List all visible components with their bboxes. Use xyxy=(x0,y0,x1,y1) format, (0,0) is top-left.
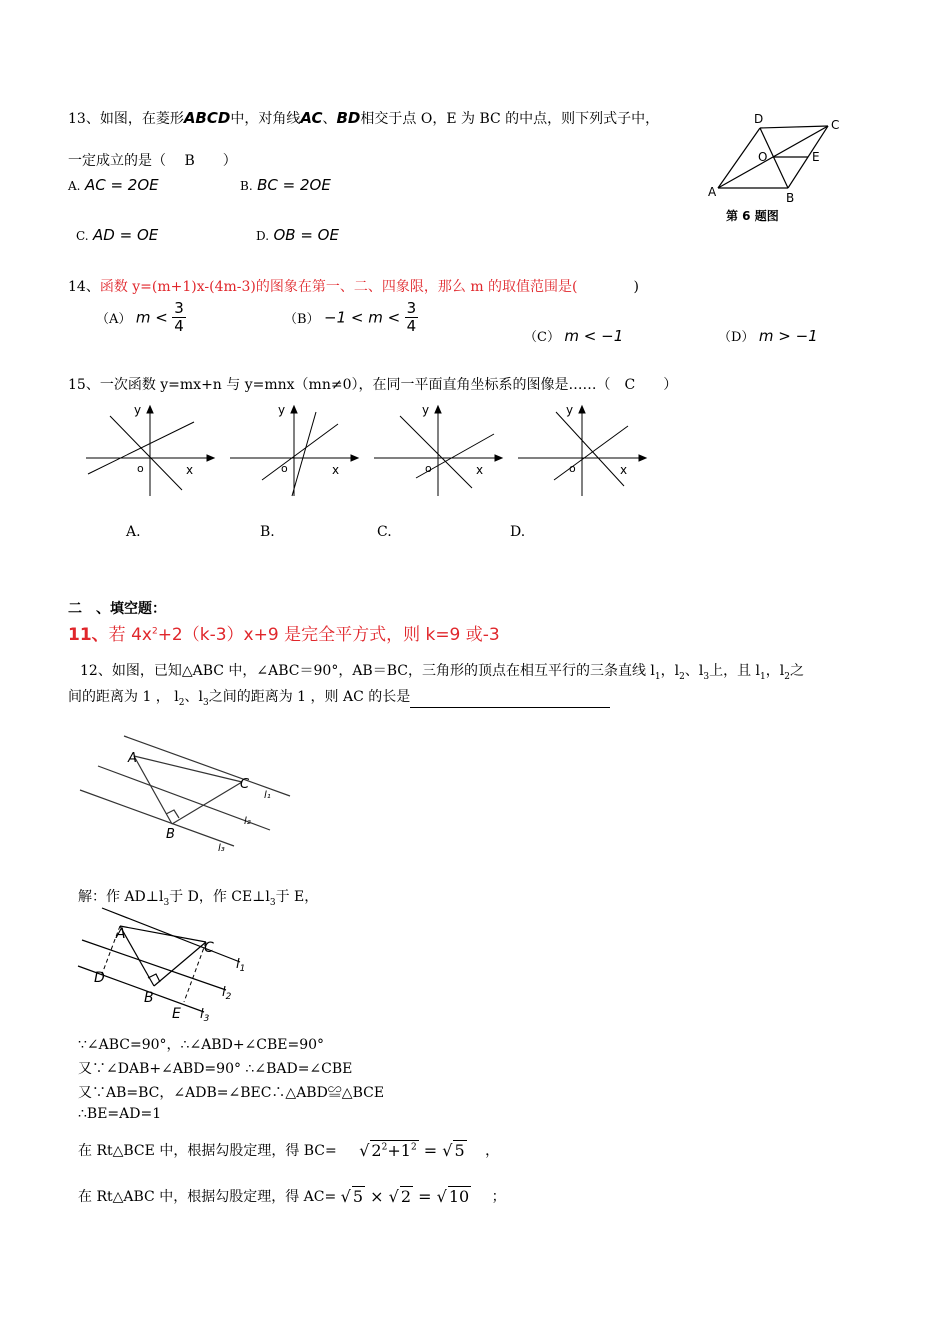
rhombus-label-e: E xyxy=(812,150,820,164)
q15-graph-a-x: x xyxy=(186,463,194,477)
q11-text-1: 若 4x xyxy=(108,625,152,645)
q12-step-2: 又∵∠DAB+∠ABD=90° ∴∠BAD=∠CBE xyxy=(78,1061,353,1077)
q11-text-2: +2（k-3）x+9 是完全平方式，则 k=9 或-3 xyxy=(157,625,500,645)
q12-solution-intro-c: 于 E， xyxy=(275,889,319,905)
q15-graph-c-o: o xyxy=(425,462,432,475)
q14-option-d xyxy=(718,326,818,345)
q12-answer-blank[interactable] xyxy=(410,693,610,708)
q12-step-6-math: √ 5 × √ 2 = √ 10 xyxy=(340,1187,470,1206)
q12-sub: 2 xyxy=(784,671,790,682)
q14-option-a xyxy=(96,300,186,335)
q13-option-d xyxy=(256,226,339,244)
rhombus-label-b: B xyxy=(786,191,795,205)
q12-sub: 1 xyxy=(760,671,766,682)
rhombus-side-da xyxy=(718,128,760,188)
q14-option-b-den: 4 xyxy=(406,317,417,335)
q12-step-5-sq2: 2 xyxy=(410,1142,417,1153)
q13-mid: 中，对角线 xyxy=(230,111,301,127)
q13-option-a-expr: AC = 2OE xyxy=(84,176,159,194)
q12-solution-intro-b: 于 D，作 CE⊥l xyxy=(169,889,270,905)
q13-prefix: 13、如图，在菱形 xyxy=(68,111,184,127)
q12-line2 xyxy=(68,686,610,708)
q15-graph-b-o: o xyxy=(281,462,288,475)
q14-option-a-den: 4 xyxy=(174,317,184,335)
q12-fig1-label-l2: l₂ xyxy=(244,816,251,827)
q13-option-b-expr: BC = 2OE xyxy=(257,176,331,194)
q13-option-a-label: A. xyxy=(68,179,81,193)
rhombus-label-d: D xyxy=(754,112,764,126)
q11-sup: 2 xyxy=(151,626,158,637)
q13-diag1: AC xyxy=(300,109,323,127)
q14-option-b-num: 3 xyxy=(406,299,417,317)
q14-option-d-label: （D） xyxy=(718,330,755,345)
q15-graph-a xyxy=(82,400,222,500)
q15-graph-c-x: x xyxy=(476,463,484,477)
q12-sub: 2 xyxy=(679,671,685,682)
q12-fig1-label-c: C xyxy=(240,777,250,792)
q12-step-6-b: 2 xyxy=(400,1187,412,1206)
q12-fig1-label-b: B xyxy=(166,827,175,842)
q12-step-1: ∵∠ABC=90°，∴∠ABD+∠CBE=90° xyxy=(78,1037,325,1053)
q12-step-6-times: × xyxy=(370,1187,384,1206)
q12-sub: 3 xyxy=(202,697,209,708)
q13-option-b-label: B. xyxy=(240,179,253,193)
q12-step-6 xyxy=(78,1186,506,1206)
q12-step-5-result: 5 xyxy=(454,1141,465,1160)
rhombus-figure xyxy=(700,108,860,228)
q14-option-c-label: （C） xyxy=(524,330,560,345)
rhombus-label-o: O xyxy=(758,150,768,164)
q12-step-6-text: 在 Rt△ABC 中，根据勾股定理，得 AC= xyxy=(78,1189,337,1205)
q12-solution-intro-a: 解：作 AD⊥l xyxy=(78,889,164,905)
q15-label-d: D. xyxy=(510,524,526,540)
q15-graph-a-o: o xyxy=(137,462,144,475)
q12-sub: 3 xyxy=(269,897,276,908)
q12-fig2-label-d: D xyxy=(94,970,105,986)
q14-paren-end: ) xyxy=(577,279,639,295)
q12-step-5-sq: 2 xyxy=(381,1142,388,1153)
q13-option-b xyxy=(240,176,331,194)
q13-shape: ABCD xyxy=(183,109,231,127)
q12-step-4: ∴BE=AD=1 xyxy=(78,1106,162,1122)
q12-fig2-label-l2: $l_2$ xyxy=(222,985,232,1002)
q12-figure-2 xyxy=(76,904,276,1024)
q14-option-a-lhs: m < xyxy=(135,308,168,327)
q12-line1-e: ，l xyxy=(765,663,785,679)
q12-step-6-a: 5 xyxy=(352,1187,364,1206)
q12-line1-f: 之 xyxy=(789,663,804,679)
q12-step-6-eq: = xyxy=(418,1187,432,1206)
q12-step-5-b: +1 xyxy=(387,1141,411,1160)
q14-number: 14、 xyxy=(68,279,100,295)
q11-number: 11、 xyxy=(68,625,109,645)
q14-text: 函数 y=(m+1)x-(4m-3)的图象在第一、二、四象限，那么 m 的取值范围是( xyxy=(99,279,578,295)
q15-graph-b-x: x xyxy=(332,463,340,477)
q13-option-c-expr: AD = OE xyxy=(93,226,159,244)
rhombus-side-dc xyxy=(760,126,828,128)
q14-option-a-fraction xyxy=(172,300,186,335)
rhombus-caption: 第 6 题图 xyxy=(726,209,779,223)
q14-option-b xyxy=(284,300,418,335)
q12-fig1-label-l1: l₁ xyxy=(264,790,271,801)
q12-figure-1 xyxy=(78,726,298,856)
q12-fig2-label-l3: $l_3$ xyxy=(200,1007,210,1024)
q12-line2-b: 、l xyxy=(184,689,203,705)
q14-option-b-fraction xyxy=(405,300,419,335)
q15-graph-d-x: x xyxy=(620,463,628,477)
q13-option-c-label: C. xyxy=(76,229,89,243)
q12-step-5-end: ， xyxy=(485,1143,500,1159)
q14-option-b-lhs: −1 < m < xyxy=(324,308,401,327)
q14-option-c xyxy=(524,326,623,345)
q15-graph-b xyxy=(226,400,366,500)
q15-graph-b-y: y xyxy=(278,403,286,417)
q12-line1-a: 12、如图，已知△ABC 中，∠ABC＝90°，AB＝BC，三角形的顶点在相互平行的三条直线 l xyxy=(80,663,655,679)
q15-label-b: B. xyxy=(260,524,275,540)
q15-stem: 15、一次函数 y=mx+n 与 y=mnx（mn≠0），在同一平面直角坐标系的图像是……（ C ） xyxy=(68,377,678,393)
q14-stem xyxy=(68,276,639,296)
q12-step-5 xyxy=(78,1140,499,1160)
q14-option-a-num: 3 xyxy=(174,299,184,317)
q14-option-b-label: （B） xyxy=(284,312,320,327)
q12-line2-a: 间的距离为 1 ， l xyxy=(68,689,179,705)
q12-fig2-label-l1: $l_1$ xyxy=(236,957,246,974)
q13-option-d-expr: OB = OE xyxy=(273,226,339,244)
q12-fig2-label-a: A xyxy=(116,926,126,942)
q12-sub: 2 xyxy=(178,697,185,708)
q12-line1 xyxy=(80,660,804,682)
q14-option-c-expr: m < −1 xyxy=(564,327,624,345)
q12-step-3: 又∵AB=BC，∠ADB=∠BEC∴△ABD≌△BCE xyxy=(78,1085,385,1101)
q15-graph-c xyxy=(370,400,510,500)
q15-graph-d-y: y xyxy=(566,403,574,417)
q13-line2: 一定成立的是（ B ） xyxy=(68,153,237,169)
q12-step-5-math: √ $2^2+1^2$ = √ 5 xyxy=(359,1141,465,1160)
q12-fig1-label-a: A xyxy=(128,751,137,766)
q12-sub: 1 xyxy=(654,671,661,682)
q15-label-a: A. xyxy=(126,524,141,540)
q15-graph-d-o: o xyxy=(569,462,576,475)
q12-step-6-result: 10 xyxy=(448,1187,470,1206)
q14-option-d-expr: m > −1 xyxy=(758,327,818,345)
q14-option-a-label: （A） xyxy=(96,312,132,327)
section2-heading: 二 、填空题： xyxy=(68,601,166,617)
q11 xyxy=(68,620,500,645)
q12-fig1-label-l3: l₃ xyxy=(218,843,225,854)
q12-step-5-eq: = xyxy=(423,1141,438,1160)
q12-step-5-radicand xyxy=(370,1140,418,1160)
q12-sub: 3 xyxy=(703,671,710,682)
q12-line1-c: 、l xyxy=(684,663,704,679)
q13-diag2: BD xyxy=(336,109,361,127)
q13-option-d-label: D. xyxy=(256,229,270,243)
q12-line2-c: 之间的距离为 1 ，则 AC 的长是 xyxy=(208,689,411,705)
q13-sep: 、 xyxy=(322,111,337,127)
q12-fig2-label-e: E xyxy=(172,1006,181,1022)
q13-rest: 相交于点 O，E 为 BC 的中点，则下列式子中， xyxy=(360,111,660,127)
q12-step-6-end: ； xyxy=(491,1189,506,1205)
q12-fig2-label-c: C xyxy=(204,940,214,956)
q12-step-5-text: 在 Rt△BCE 中，根据勾股定理，得 BC= xyxy=(78,1143,337,1159)
q12-line1-d: 上，且 l xyxy=(709,663,761,679)
q13-option-a xyxy=(68,176,159,194)
q12-step-5-a: 2 xyxy=(371,1141,382,1160)
q13-stem xyxy=(68,108,659,128)
rhombus-label-c: C xyxy=(831,118,840,132)
q15-graph-d xyxy=(514,400,654,500)
q15-graph-c-y: y xyxy=(422,403,430,417)
rhombus-label-a: A xyxy=(708,185,717,199)
q12-sub: 3 xyxy=(163,897,170,908)
q15-graph-a-y: y xyxy=(134,403,142,417)
q15-label-c: C. xyxy=(377,524,392,540)
q12-line1-b: ，l xyxy=(660,663,680,679)
q13-option-c xyxy=(76,226,158,244)
q12-fig2-label-b: B xyxy=(144,990,154,1006)
